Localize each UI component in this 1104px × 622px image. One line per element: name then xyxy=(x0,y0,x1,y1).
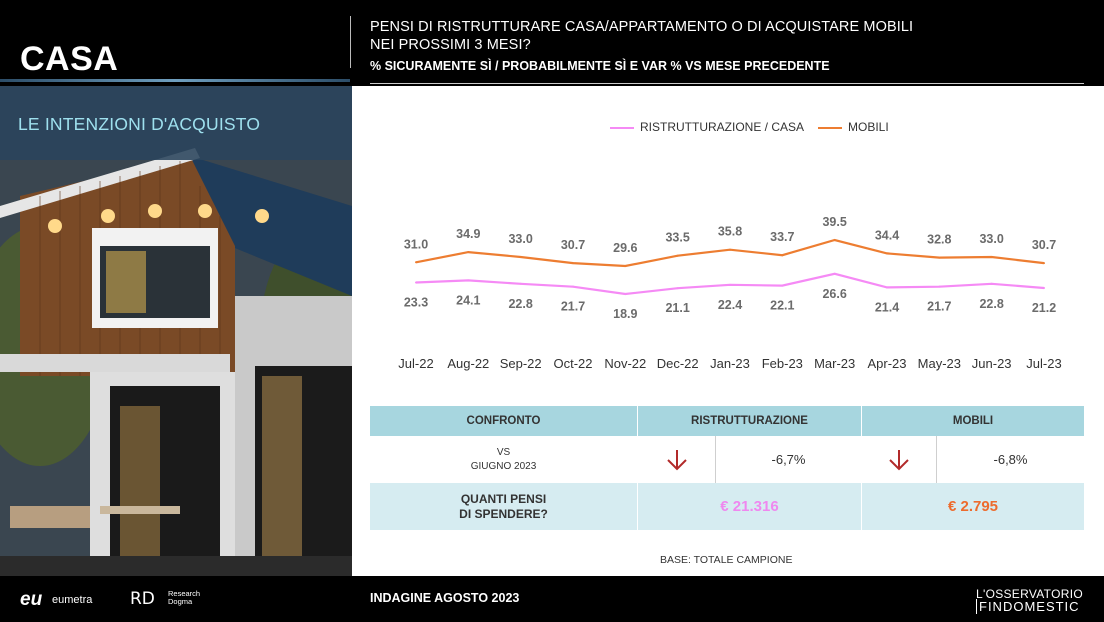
spend-question-line-1: QUANTI PENSI xyxy=(460,491,547,506)
mobili-value-label: 29.6 xyxy=(613,240,638,255)
spend-question-line-2: DI SPENDERE? xyxy=(459,506,548,521)
brand-line-2: FINDOMESTIC xyxy=(976,599,1080,614)
mobili-variation: -6,8% xyxy=(993,452,1028,467)
title-underline xyxy=(0,79,350,82)
ristrutturazione-point xyxy=(1043,287,1045,289)
ristrutturazione-point xyxy=(624,293,626,295)
header-divider xyxy=(350,16,351,68)
table-row-variation xyxy=(370,436,1084,483)
x-tick-label: Jul-23 xyxy=(1026,356,1062,371)
mobili-point xyxy=(467,251,469,253)
x-tick-label: Apr-23 xyxy=(867,356,907,371)
ristrutturazione-value-label: 21.2 xyxy=(1031,300,1057,315)
x-tick-label: Feb-23 xyxy=(761,356,803,371)
vs-line-2: GIUGNO 2023 xyxy=(470,460,537,472)
ristrutturazione-value-label: 21.4 xyxy=(874,300,900,315)
ristrutturazione-value-label: 22.1 xyxy=(770,298,795,313)
x-tick-label: Dec-22 xyxy=(656,356,699,371)
ristrutturazione-value-label: 21.7 xyxy=(927,299,952,314)
header-ristrutturazione: RISTRUTTURAZIONE xyxy=(691,415,808,427)
ristrutturazione-value-label: 22.4 xyxy=(717,297,743,312)
x-tick-label: May-23 xyxy=(917,356,962,371)
mobili-value-label: 33.5 xyxy=(665,230,690,245)
research-dogma-line-1: Research xyxy=(168,589,201,598)
question-line-2: NEI PROSSIMI 3 MESI? xyxy=(370,37,531,53)
x-tick-label: Sep-22 xyxy=(499,356,542,371)
ristrutturazione-point xyxy=(520,283,522,285)
ristrutturazione-point xyxy=(729,284,731,286)
ristrutturazione-value-label: 24.1 xyxy=(456,293,481,308)
mobili-point xyxy=(991,256,993,258)
mobili-point xyxy=(1043,262,1045,264)
ristrutturazione-value-label: 18.9 xyxy=(613,307,638,321)
x-tick-label: Jul-22 xyxy=(398,356,434,371)
ristrutturazione-point xyxy=(886,286,888,288)
mobili-point xyxy=(781,254,783,256)
eumetra-wordmark: eumetra xyxy=(52,594,93,606)
mobili-value-label: 39.5 xyxy=(822,215,847,229)
ristrutturazione-value-label: 22.8 xyxy=(979,296,1004,311)
x-tick-label: Jan-23 xyxy=(710,356,750,371)
ristrutturazione-value-label: 22.8 xyxy=(508,296,533,311)
ristrutturazione-point xyxy=(572,286,574,288)
mobili-value-label: 33.7 xyxy=(770,230,795,245)
ristrutturazione-point xyxy=(781,285,783,287)
table-separator xyxy=(637,406,638,530)
mobili-point xyxy=(729,249,731,251)
ristrutturazione-value-label: 21.1 xyxy=(665,301,690,316)
mobili-value-label: 30.7 xyxy=(560,238,586,253)
ristrutturazione-value-label: 23.3 xyxy=(403,295,429,310)
panel-top-line xyxy=(370,83,1084,84)
mobili-value-label: 32.8 xyxy=(927,232,952,247)
down-arrow-icon xyxy=(862,436,936,483)
base-note: BASE: TOTALE CAMPIONE xyxy=(660,554,793,566)
ristrutturazione-variation: -6,7% xyxy=(771,452,806,467)
down-arrow-icon xyxy=(638,436,715,483)
x-tick-label: Mar-23 xyxy=(814,356,856,371)
question-title xyxy=(370,18,1070,54)
legend-label-mobili: MOBILI xyxy=(848,120,889,134)
house-photo xyxy=(0,86,352,576)
mobili-point xyxy=(520,256,522,258)
ristrutturazione-point xyxy=(938,286,940,288)
table-header-row xyxy=(370,406,1084,436)
eumetra-logo: eu xyxy=(20,589,43,610)
question-subtitle: % SICURAMENTE SÌ / PROBABILMENTE SÌ E VAR % VS MESE PRECEDENTE xyxy=(370,59,830,73)
ristrutturazione-point xyxy=(677,287,679,289)
mobili-value-label: 35.8 xyxy=(717,224,743,239)
mobili-spend: € 2.795 xyxy=(947,498,999,515)
sidebar-label: LE INTENZIONI D'ACQUISTO xyxy=(18,114,261,134)
spend-question xyxy=(370,483,637,530)
mobili-value-label: 34.4 xyxy=(874,228,900,243)
header-mobili: MOBILI xyxy=(952,415,994,427)
mobili-value-label: 31.0 xyxy=(403,237,429,252)
ristrutturazione-point xyxy=(467,279,469,281)
mobili-point xyxy=(415,261,417,263)
legend-label-ristrutturazione: RISTRUTTURAZIONE / CASA xyxy=(640,120,805,134)
mobili-point xyxy=(886,252,888,254)
table-separator xyxy=(861,406,862,530)
ristrutturazione-value-label: 26.6 xyxy=(822,286,847,301)
mobili-point xyxy=(624,265,626,267)
mobili-value-label: 30.7 xyxy=(1031,238,1057,253)
research-dogma-wordmark xyxy=(168,590,200,606)
table-separator xyxy=(715,436,716,483)
footer-bar xyxy=(0,576,1104,622)
ristrutturazione-point xyxy=(415,281,417,283)
ristrutturazione-point xyxy=(991,283,993,285)
x-tick-label: Jun-23 xyxy=(971,356,1012,371)
question-line-1: PENSI DI RISTRUTTURARE CASA/APPARTAMENTO O DI ACQUISTARE MOBILI xyxy=(370,19,914,35)
mobili-point xyxy=(938,257,940,259)
line-chart xyxy=(352,86,1104,396)
mobili-point xyxy=(834,239,836,241)
section-title: CASA xyxy=(20,40,119,78)
header-confronto: CONFRONTO xyxy=(466,415,541,427)
table-row-spend xyxy=(370,483,1084,530)
ristrutturazione-value-label: 21.7 xyxy=(560,299,586,314)
ristrutturazione-point xyxy=(834,273,836,275)
mobili-point xyxy=(677,255,679,257)
x-tick-label: Oct-22 xyxy=(553,356,593,371)
mobili-value-label: 34.9 xyxy=(456,227,481,242)
survey-label: INDAGINE AGOSTO 2023 xyxy=(370,591,520,605)
research-dogma-logo: RD xyxy=(130,589,155,609)
ristrutturazione-spend: € 21.316 xyxy=(720,498,779,515)
mobili-value-label: 33.0 xyxy=(979,232,1004,247)
vs-line-1: VS xyxy=(496,446,511,458)
research-dogma-line-2: Dogma xyxy=(168,597,193,606)
brand-line-1: L'OSSERVATORIO xyxy=(976,587,1083,601)
table-separator xyxy=(936,436,937,483)
x-tick-label: Nov-22 xyxy=(604,356,647,371)
vs-label xyxy=(370,436,637,483)
mobili-value-label: 33.0 xyxy=(508,232,533,247)
mobili-point xyxy=(572,262,574,264)
x-tick-label: Aug-22 xyxy=(447,356,490,371)
